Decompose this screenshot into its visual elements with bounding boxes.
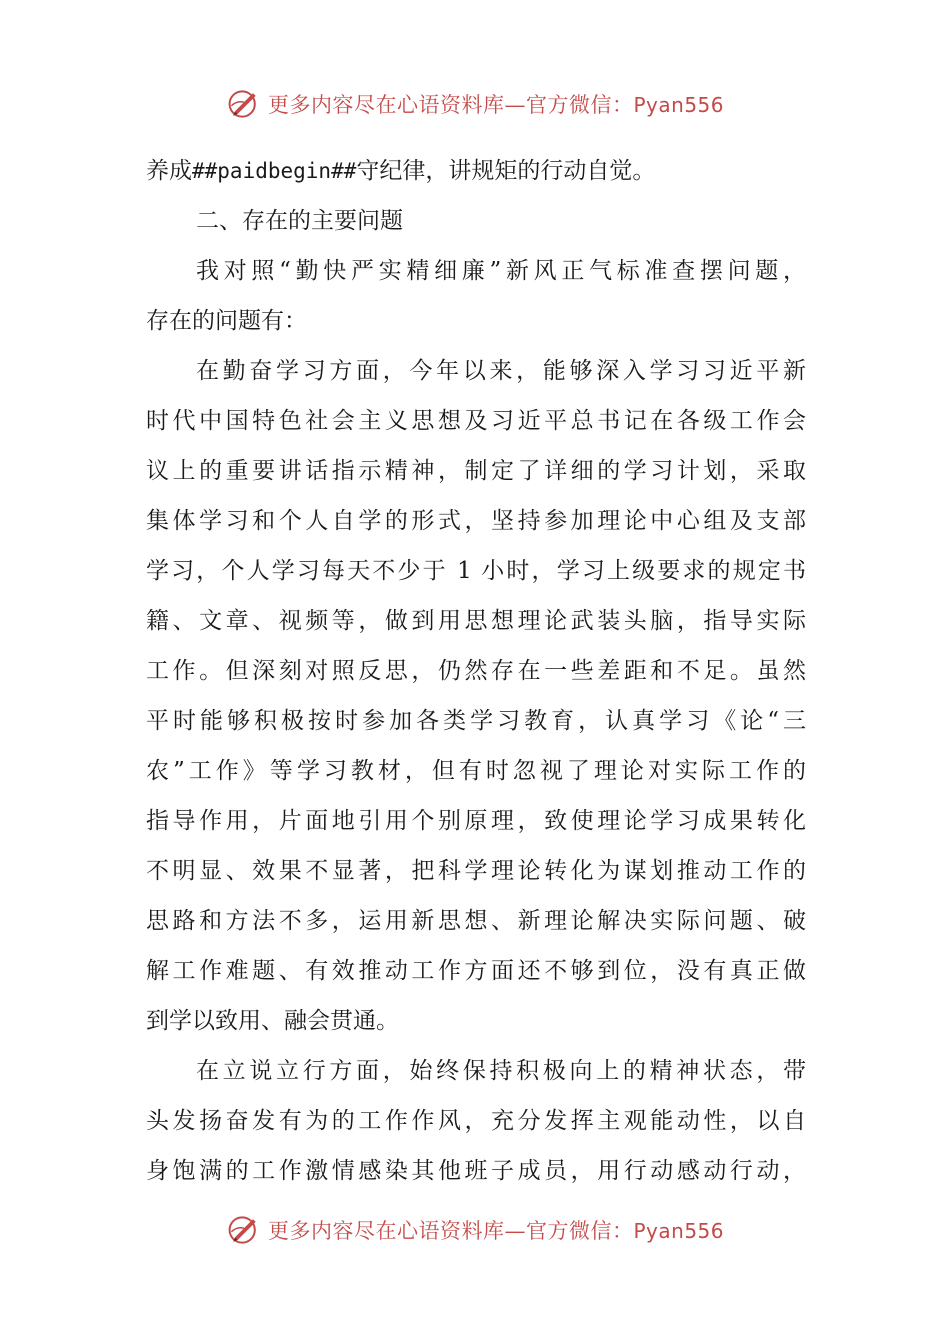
text-line: 在勤奋学习方面，今年以来，能够深入学习习近平新	[196, 358, 806, 384]
text-line: 思路和方法不多，运用新思想、新理论解决实际问题、破	[146, 908, 806, 934]
pen-logo-icon	[226, 1212, 262, 1248]
text-line: 指导作用，片面地引用个别原理，致使理论学习成果转化	[146, 808, 806, 834]
text-line	[146, 146, 806, 196]
pen-logo-icon	[226, 86, 262, 122]
header-banner-label: 更多内容尽在心语资料库—官方微信：	[267, 93, 634, 117]
text-line: 解工作难题、有效推动工作方面还不够到位，没有真正做	[146, 958, 806, 984]
section-heading: 二、存在的主要问题	[196, 208, 403, 234]
text-segment: 养成	[146, 158, 192, 184]
body-text	[146, 146, 806, 1196]
text-line: 我对照“勤快严实精细廉”新风正气标准查摆问题，	[196, 258, 806, 284]
text-line: 在立说立行方面，始终保持积极向上的精神状态，带	[196, 1058, 806, 1084]
header-banner	[0, 82, 950, 126]
text-line: 平时能够积极按时参加各类学习教育，认真学习《论“三	[146, 708, 806, 734]
text-line: 存在的问题有：	[146, 308, 307, 334]
text-line: 籍、文章、视频等，做到用思想理论武装头脑，指导实际	[146, 608, 806, 634]
footer-banner	[0, 1208, 950, 1252]
text-line: 不明显、效果不显著，把科学理论转化为谋划推动工作的	[146, 858, 806, 884]
text-line: 工作。但深刻对照反思，仍然存在一些差距和不足。虽然	[146, 658, 806, 684]
text-line: 学习，个人学习每天不少于 1 小时，学习上级要求的规定书	[146, 558, 806, 584]
header-banner-text	[268, 89, 724, 119]
footer-wechat-id: Pyan556	[633, 1219, 724, 1243]
text-line: 到学以致用、融会贯通。	[146, 1008, 399, 1034]
footer-banner-label: 更多内容尽在心语资料库—官方微信：	[267, 1219, 634, 1243]
footer-banner-text	[268, 1215, 724, 1245]
text-line: 头发扬奋发有为的工作作风，充分发挥主观能动性，以自	[146, 1108, 806, 1134]
paid-marker: ##paidbegin##	[192, 159, 357, 183]
text-line: 时代中国特色社会主义思想及习近平总书记在各级工作会	[146, 408, 806, 434]
text-line: 农”工作》等学习教材，但有时忽视了理论对实际工作的	[146, 758, 806, 784]
text-line: 身饱满的工作激情感染其他班子成员，用行动感动行动，	[146, 1158, 806, 1184]
text-line: 集体学习和个人自学的形式，坚持参加理论中心组及支部	[146, 508, 806, 534]
text-line: 议上的重要讲话指示精神，制定了详细的学习计划，采取	[146, 458, 806, 484]
header-wechat-id: Pyan556	[633, 93, 724, 117]
text-segment: 守纪律，讲规矩的行动自觉。	[356, 158, 656, 184]
